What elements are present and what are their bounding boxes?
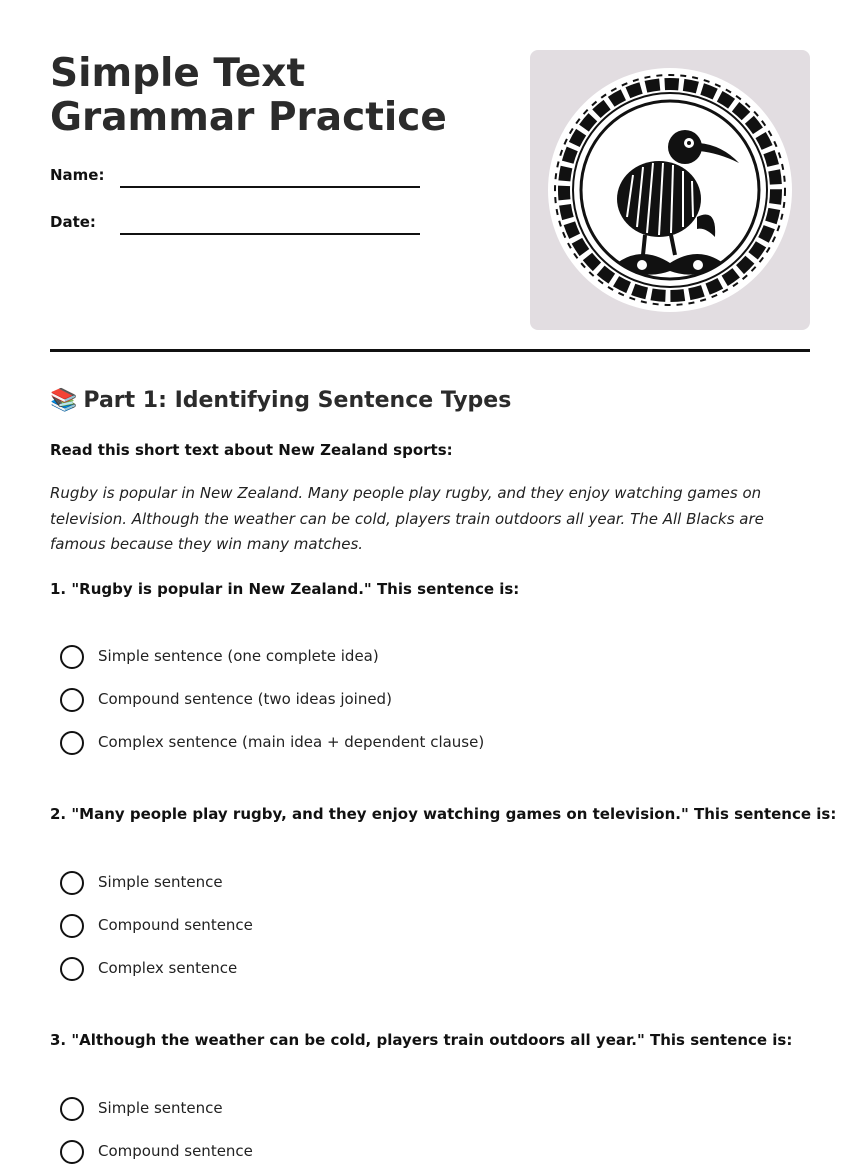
name-line[interactable] [120,186,420,188]
radio-button[interactable] [60,688,84,712]
question-2: 2. "Many people play rugby, and they enjoy watching games on television." This sentence is: [50,805,837,823]
option-q2-c[interactable] [60,957,660,983]
option-q1-b[interactable] [60,688,660,714]
section-divider [50,349,810,352]
option-label: Simple sentence [98,873,223,891]
kiwi-bird-emblem-icon [547,67,793,313]
option-label: Compound sentence [98,1142,253,1160]
date-field[interactable] [50,213,430,243]
radio-button[interactable] [60,871,84,895]
option-label: Complex sentence (main idea + dependent clause) [98,733,485,751]
option-label: Complex sentence [98,959,238,977]
radio-button[interactable] [60,645,84,669]
option-q3-b[interactable] [60,1140,660,1166]
books-icon: 📚 [50,388,78,413]
option-q2-a[interactable] [60,871,660,897]
radio-button[interactable] [60,914,84,938]
page-title: Simple Text Grammar Practice [50,51,447,140]
option-label: Compound sentence [98,916,253,934]
date-line[interactable] [120,233,420,235]
reading-passage: Rugby is popular in New Zealand. Many people play rugby, and they enjoy watching games on television. Although the weather can be cold, players train outdoors all year. The All Blacks are famous because they win many matches. [50,484,764,553]
option-label: Simple sentence (one complete idea) [98,647,379,665]
section-title-text: Part 1: Identifying Sentence Types [83,388,512,413]
question-1: 1. "Rugby is popular in New Zealand." This sentence is: [50,580,520,598]
section-title [50,388,511,413]
name-field[interactable] [50,166,430,196]
option-q1-a[interactable] [60,645,660,671]
radio-button[interactable] [60,1140,84,1164]
name-label: Name: [50,166,105,184]
option-label: Simple sentence [98,1099,223,1117]
radio-button[interactable] [60,731,84,755]
option-q2-b[interactable] [60,914,660,940]
instruction: Read this short text about New Zealand sports: [50,441,453,459]
option-q1-c[interactable] [60,731,660,757]
option-label: Compound sentence (two ideas joined) [98,690,392,708]
radio-button[interactable] [60,957,84,981]
logo-box [530,50,810,330]
question-3: 3. "Although the weather can be cold, players train outdoors all year." This sentence is: [50,1031,793,1049]
date-label: Date: [50,213,96,231]
radio-button[interactable] [60,1097,84,1121]
option-q3-a[interactable] [60,1097,660,1123]
